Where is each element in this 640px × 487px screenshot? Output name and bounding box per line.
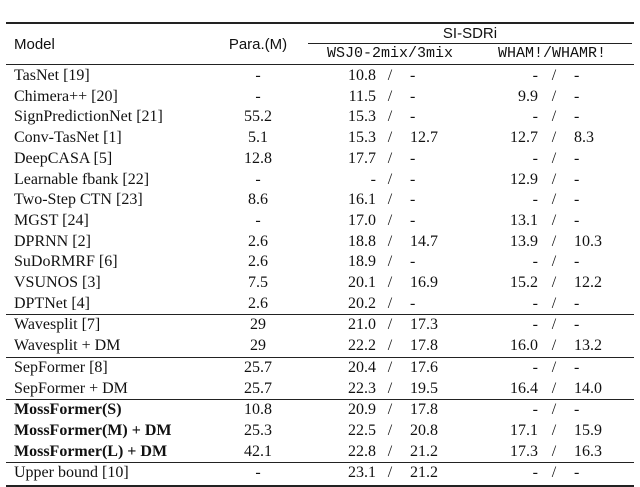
header-wham: WHAM!/WHAMR! (497, 45, 607, 62)
row-whamr: - (574, 401, 580, 419)
row-wsj2mix: 22.8 (348, 442, 376, 460)
row-model: DPTNet [4] (14, 294, 90, 312)
row-sep-wsj: / (387, 170, 393, 188)
row-wham: 16.0 (510, 337, 538, 355)
row-params: 10.8 (244, 401, 272, 419)
row-params: 25.7 (244, 358, 272, 376)
row-whamr: 13.2 (574, 337, 602, 355)
row-model: MossFormer(M) + DM (14, 421, 172, 439)
row-wsj3mix: - (410, 170, 416, 188)
row-wsj2mix: 17.7 (348, 149, 376, 167)
row-sep-wsj: / (387, 358, 393, 376)
row-wham: - (532, 67, 538, 84)
row-params: - (255, 464, 261, 482)
row-sep-wsj: / (387, 129, 393, 147)
row-wsj2mix: 10.8 (348, 67, 376, 84)
row-sep-wsj: / (387, 149, 393, 167)
row-wsj3mix: - (410, 87, 416, 105)
row-sep-wsj: / (387, 253, 393, 271)
row-params: 25.3 (244, 421, 272, 439)
row-wsj2mix: 15.3 (348, 108, 376, 126)
row-wsj3mix: 17.6 (410, 358, 438, 376)
row-wham: 17.3 (510, 442, 538, 460)
row-wsj2mix: 16.1 (348, 191, 376, 209)
row-sep-wham: / (551, 149, 557, 167)
row-whamr: 8.3 (574, 129, 594, 147)
row-sep-wham: / (551, 464, 557, 482)
row-params: 55.2 (244, 108, 272, 126)
row-whamr: - (574, 211, 580, 229)
row-wham: - (532, 108, 538, 126)
row-model: Two-Step CTN [23] (14, 191, 143, 209)
row-wham: 15.2 (510, 274, 538, 291)
row-model: DeepCASA [5] (14, 149, 113, 167)
row-sep-wsj: / (387, 442, 393, 460)
row-sep-wham: / (551, 67, 557, 84)
row-sep-wsj: / (387, 87, 393, 105)
row-sep-wham: / (551, 87, 557, 105)
header-wsj: WSJ0-2mix/3mix (326, 45, 454, 62)
row-wham: - (532, 464, 538, 482)
row-model: Learnable fbank [22] (14, 170, 150, 188)
row-wsj3mix: - (410, 191, 416, 209)
row-model: Wavesplit [7] (14, 316, 101, 334)
row-model: MossFormer(L) + DM (14, 442, 168, 460)
row-whamr: - (574, 149, 580, 167)
row-sep-wham: / (551, 191, 557, 209)
row-wsj3mix: - (410, 253, 416, 271)
row-sep-wham: / (551, 170, 557, 188)
row-sep-wham: / (551, 316, 557, 334)
row-params: 8.6 (248, 191, 268, 209)
row-params: 2.6 (248, 232, 268, 250)
row-sep-wsj: / (387, 67, 393, 84)
row-wham: 17.1 (510, 421, 538, 439)
row-model: MossFormer(S) (14, 401, 122, 419)
row-wham: - (532, 401, 538, 419)
row-whamr: 14.0 (574, 379, 602, 397)
row-wsj3mix: 21.2 (410, 464, 438, 482)
row-wsj3mix: 21.2 (410, 442, 438, 460)
row-whamr: - (574, 464, 580, 482)
row-wsj2mix: 20.9 (348, 401, 376, 419)
row-sep-wham: / (551, 294, 557, 312)
row-params: 5.1 (248, 129, 268, 147)
row-model: SepFormer [8] (14, 358, 108, 376)
row-wham: 9.9 (518, 87, 538, 105)
header-model: Model (14, 36, 55, 53)
row-wsj2mix: 11.5 (348, 87, 376, 105)
row-wham: - (532, 191, 538, 209)
row-sep-wham: / (551, 337, 557, 355)
row-wham: - (532, 253, 538, 271)
row-params: - (255, 87, 261, 105)
row-whamr: 15.9 (574, 421, 602, 439)
results-table (6, 22, 634, 484)
row-sep-wham: / (551, 358, 557, 376)
row-wsj2mix: 17.0 (348, 211, 376, 229)
row-wsj2mix: 21.0 (348, 316, 376, 334)
header-params: Para.(M) (228, 36, 288, 53)
row-wsj2mix: 20.1 (348, 274, 376, 291)
row-wsj3mix: - (410, 149, 416, 167)
row-model: Conv-TasNet [1] (14, 129, 122, 147)
row-sep-wsj: / (387, 294, 393, 312)
row-wham: 13.1 (510, 211, 538, 229)
row-wham: 12.9 (510, 170, 538, 188)
row-whamr: - (574, 191, 580, 209)
row-wsj3mix: - (410, 294, 416, 312)
header-si-sdri: SI-SDRi (442, 25, 498, 42)
row-wsj3mix: 17.8 (410, 337, 438, 355)
row-params: 29 (250, 316, 266, 334)
row-wsj2mix: 22.3 (348, 379, 376, 397)
header-rule (6, 64, 634, 65)
row-wsj2mix: 22.2 (348, 337, 376, 355)
row-params: 2.6 (248, 253, 268, 271)
row-sep-wham: / (551, 129, 557, 147)
row-model: MGST [24] (14, 211, 89, 229)
row-sep-wham: / (551, 421, 557, 439)
row-sep-wham: / (551, 379, 557, 397)
row-wham: - (532, 358, 538, 376)
row-params: 42.1 (244, 442, 272, 460)
row-wsj3mix: 14.7 (410, 232, 438, 250)
row-model: SignPredictionNet [21] (14, 108, 163, 126)
row-sep-wham: / (551, 253, 557, 271)
row-params: 7.5 (248, 274, 268, 291)
row-wham: 16.4 (510, 379, 538, 397)
row-whamr: - (574, 253, 580, 271)
row-wsj3mix: 17.8 (410, 401, 438, 419)
row-wsj3mix: 19.5 (410, 379, 438, 397)
row-sep-wsj: / (387, 379, 393, 397)
row-sep-wsj: / (387, 337, 393, 355)
row-sep-wsj: / (387, 421, 393, 439)
row-wsj2mix: 18.8 (348, 232, 376, 250)
row-whamr: - (574, 358, 580, 376)
row-wham: - (532, 149, 538, 167)
row-params: 12.8 (244, 149, 272, 167)
row-wsj3mix: 16.9 (410, 274, 438, 291)
row-params: 25.7 (244, 379, 272, 397)
row-whamr: 12.2 (574, 274, 602, 291)
row-whamr: - (574, 87, 580, 105)
row-wham: - (532, 316, 538, 334)
row-sep-wham: / (551, 108, 557, 126)
row-whamr: 10.3 (574, 232, 602, 250)
row-sep-wsj: / (387, 274, 393, 291)
row-wsj3mix: 17.3 (410, 316, 438, 334)
row-sep-wham: / (551, 232, 557, 250)
row-sep-wsj: / (387, 232, 393, 250)
row-wsj2mix: 15.3 (348, 129, 376, 147)
row-wsj3mix: 12.7 (410, 129, 438, 147)
row-sep-wham: / (551, 442, 557, 460)
row-sep-wsj: / (387, 316, 393, 334)
row-params: - (255, 211, 261, 229)
row-wsj3mix: 20.8 (410, 421, 438, 439)
row-sep-wham: / (551, 274, 557, 291)
row-wsj2mix: 20.4 (348, 358, 376, 376)
row-sep-wham: / (551, 401, 557, 419)
row-model: SepFormer + DM (14, 379, 128, 397)
row-sep-wham: / (551, 211, 557, 229)
row-model: Wavesplit + DM (14, 337, 121, 355)
row-model: DPRNN [2] (14, 232, 91, 250)
row-model: TasNet [19] (14, 67, 90, 84)
row-wsj2mix: 20.2 (348, 294, 376, 312)
row-whamr: - (574, 170, 580, 188)
row-wham: 12.7 (510, 129, 538, 147)
row-whamr: - (574, 108, 580, 126)
row-params: 2.6 (248, 294, 268, 312)
row-model: SuDoRMRF [6] (14, 253, 118, 271)
row-sep-wsj: / (387, 464, 393, 482)
row-wham: - (532, 294, 538, 312)
row-wsj2mix: 22.5 (348, 421, 376, 439)
row-model: VSUNOS [3] (14, 274, 101, 291)
row-model: Upper bound [10] (14, 464, 129, 482)
row-whamr: - (574, 294, 580, 312)
row-params: - (255, 170, 261, 188)
row-sep-wsj: / (387, 211, 393, 229)
row-params: - (255, 67, 261, 84)
row-sep-wsj: / (387, 401, 393, 419)
row-sep-wsj: / (387, 108, 393, 126)
row-wsj2mix: 23.1 (348, 464, 376, 482)
row-params: 29 (250, 337, 266, 355)
row-wsj2mix: - (370, 170, 376, 188)
row-whamr: - (574, 316, 580, 334)
row-wsj2mix: 18.9 (348, 253, 376, 271)
row-whamr: - (574, 67, 580, 84)
row-model: Chimera++ [20] (14, 87, 118, 105)
row-wsj3mix: - (410, 211, 416, 229)
row-wham: 13.9 (510, 232, 538, 250)
row-wsj3mix: - (410, 108, 416, 126)
row-sep-wsj: / (387, 191, 393, 209)
row-wsj3mix: - (410, 67, 416, 84)
row-whamr: 16.3 (574, 442, 602, 460)
